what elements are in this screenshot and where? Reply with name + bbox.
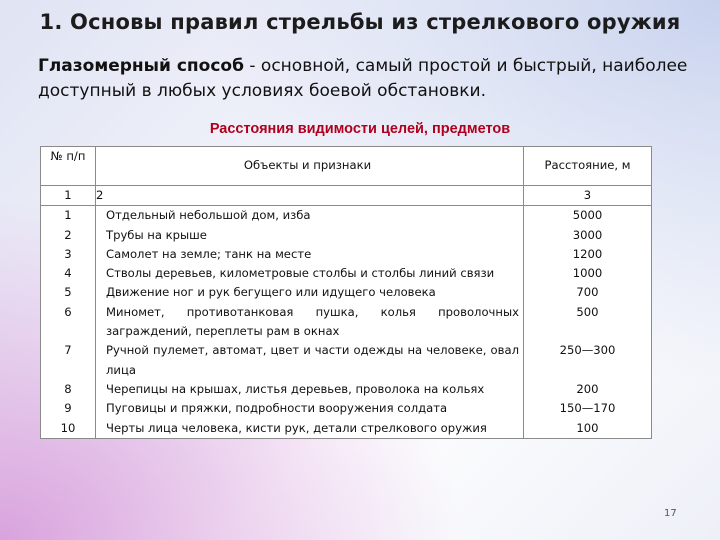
row-num: 4 xyxy=(41,264,96,283)
table-row xyxy=(41,283,652,302)
row-object: Пуговицы и пряжки, подробности вооружения солдата xyxy=(96,399,524,418)
table-row xyxy=(41,399,652,418)
row-object: Отдельный небольшой дом, изба xyxy=(96,206,524,226)
table-row xyxy=(41,264,652,283)
row-num: 9 xyxy=(41,399,96,418)
row-object: Миномет, противотанковая пушка, колья проволочных заграждений, переплеты рам в окнах xyxy=(96,303,524,342)
row-object: Стволы деревьев, километровые столбы и столбы линий связи xyxy=(96,264,524,283)
slide-title: 1. Основы правил стрельбы из стрелкового оружия xyxy=(39,10,681,34)
row-distance: 150—170 xyxy=(559,401,616,416)
row-num: 2 xyxy=(41,226,96,245)
row-object: Трубы на крыше xyxy=(96,226,524,245)
page-number: 17 xyxy=(664,508,677,519)
distance-table xyxy=(40,146,652,439)
row-distance: 100 xyxy=(576,420,599,435)
table-row xyxy=(41,206,652,226)
row-distance: 3000 xyxy=(572,227,603,242)
table-row xyxy=(41,380,652,399)
column-number: 3 xyxy=(524,186,652,206)
table-row xyxy=(41,419,652,439)
table-row xyxy=(41,245,652,264)
table-row xyxy=(41,303,652,342)
row-distance: 1000 xyxy=(572,266,603,281)
intro-paragraph xyxy=(38,54,698,104)
row-distance: 1200 xyxy=(572,246,603,261)
row-object: Движение ног и рук бегущего или идущего человека xyxy=(96,283,524,302)
row-num: 10 xyxy=(41,419,96,439)
row-distance: 700 xyxy=(576,285,599,300)
row-num: 7 xyxy=(41,341,96,380)
row-object: Ручной пулемет, автомат, цвет и части одежды на человеке, овал лица xyxy=(96,341,524,380)
row-object: Черепицы на крышах, листья деревьев, проволока на кольях xyxy=(96,380,524,399)
row-num: 1 xyxy=(41,206,96,226)
intro-term: Глазомерный способ xyxy=(38,56,244,76)
table-row xyxy=(41,341,652,380)
table-caption: Расстояния видимости целей, предметов xyxy=(209,121,511,137)
row-distance: 200 xyxy=(576,381,599,396)
row-object: Самолет на земле; танк на месте xyxy=(96,245,524,264)
table-header-row xyxy=(41,147,652,186)
row-distance: 250—300 xyxy=(559,343,616,358)
column-number: 2 xyxy=(96,186,524,206)
row-object: Черты лица человека, кисти рук, детали стрелкового оружия xyxy=(96,419,524,439)
row-num: 3 xyxy=(41,245,96,264)
table-row xyxy=(41,226,652,245)
row-distance: 5000 xyxy=(572,208,603,223)
header-num: № п/п xyxy=(41,147,96,186)
header-distance: Расстояние, м xyxy=(524,147,652,186)
intro-text: - основной, самый простой и быстрый, наиболее доступный в любых условиях боевой обстановки. xyxy=(38,56,688,101)
row-num: 6 xyxy=(41,303,96,342)
column-number-row xyxy=(41,186,652,206)
column-number: 1 xyxy=(41,186,96,206)
row-num: 8 xyxy=(41,380,96,399)
row-distance: 500 xyxy=(576,304,599,319)
row-num: 5 xyxy=(41,283,96,302)
header-objects: Объекты и признаки xyxy=(96,147,524,186)
